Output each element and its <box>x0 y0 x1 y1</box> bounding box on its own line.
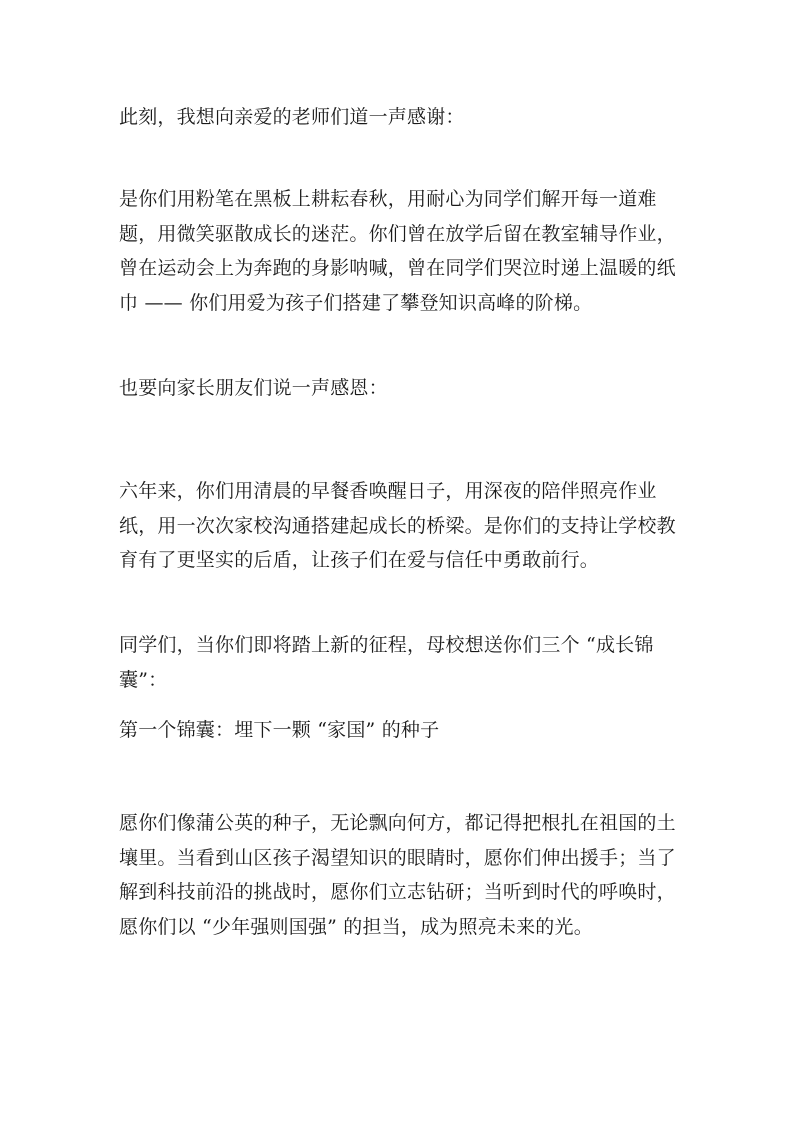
paragraph-first-tip-body: 愿你们像蒲公英的种子，无论飘向何方，都记得把根扎在祖国的土壤里。当看到山区孩子渴望知识的眼睛时，愿你们伸出援手；当了解到科技前沿的挑战时，愿你们立志钻研；当听到时代的呼唤时，愿你们以 “少年强则国强” 的担当，成为照亮未来的光。 <box>119 812 676 938</box>
paragraph-thanks-teachers-intro: 此刻，我想向亲爱的老师们道一声感谢： <box>119 106 465 128</box>
paragraph-teachers-body: 是你们用粉笔在黑板上耕耘春秋，用耐心为同学们解开每一道难题，用微笑驱散成长的迷茫。你们曾在放学后留在教室辅导作业，曾在运动会上为奔跑的身影呐喊，曾在同学们哭泣时递上温暖的纸巾 —— 你们用爱为孩子们搭建了攀登知识高峰的阶梯。 <box>119 188 676 314</box>
paragraph-students-intro: 同学们，当你们即将踏上新的征程，母校想送你们三个 “成长锦囊”： <box>119 634 654 691</box>
paragraph-parents-body: 六年来，你们用清晨的早餐香唤醒日子，用深夜的陪伴照亮作业纸，用一次次家校沟通搭建起成长的桥梁。是你们的支持让学校教育有了更坚实的后盾，让孩子们在爱与信任中勇敢前行。 <box>119 480 676 571</box>
paragraph-thanks-parents-intro: 也要向家长朋友们说一声感恩： <box>119 377 388 399</box>
paragraph-first-tip-heading: 第一个锦囊：埋下一颗 “家国” 的种子 <box>119 719 440 741</box>
